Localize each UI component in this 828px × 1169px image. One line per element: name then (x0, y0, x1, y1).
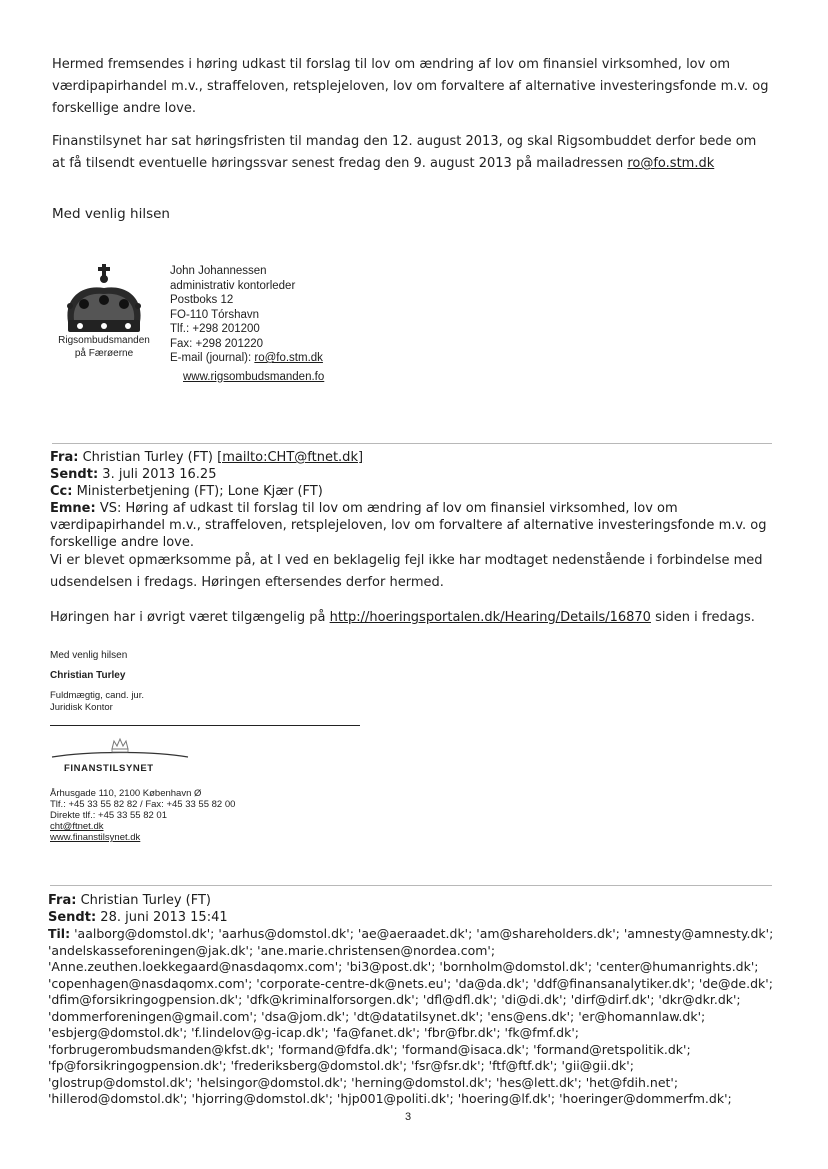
separator-line (52, 443, 772, 444)
intro-paragraph-2 (52, 131, 772, 175)
original-to (48, 926, 778, 1108)
forward-mailto-link[interactable]: [mailto:CHT@ftnet.dk] (217, 450, 364, 465)
ro-sig-phone: Tlf.: +298 201200 (170, 323, 260, 335)
original-header (48, 892, 783, 926)
ro-sig-email-label: E-mail (journal): (170, 352, 255, 364)
forward-from-value: Christian Turley (FT) (82, 450, 218, 465)
ft-org-name: FINANSTILSYNET (64, 763, 154, 774)
original-sent-value: 28. juni 2013 15:41 (100, 910, 228, 925)
intro-paragraph-1: Hermed fremsendes i høring udkast til forslag til lov om ændring af lov om finansiel virksomhed, lov om værdipapirhandel m.v., straffeloven, retsplejeloven, lov om forvaltere af alternative investeringsfonde m.v. og forskellige andre love. (52, 57, 769, 116)
crown-icon (54, 262, 156, 340)
hoeringsportalen-link[interactable]: http://hoeringsportalen.dk/Hearing/Details/16870 (329, 610, 651, 625)
ft-sig-website-link[interactable]: www.finanstilsynet.dk (50, 832, 141, 843)
forward-from-label: Fra: (50, 450, 79, 465)
forward-header (50, 449, 780, 551)
ft-sig-name: Christian Turley (50, 670, 126, 681)
ro-email-link[interactable]: ro@fo.stm.dk (627, 156, 715, 171)
ro-sig-fax: Fax: +298 201220 (170, 337, 264, 350)
original-to-value: 'aalborg@domstol.dk'; 'aarhus@domstol.dk'; 'ae@aeraadet.dk'; 'am@shareholders.dk'; 'amnesty@amnesty.dk'; 'andelskasseforeningen@jak.dk'; 'ane.marie.christensen@nordea.com'; 'Anne.zeuthen.loekkegaard@nasdaqomx.com'; 'bi3@post.dk'; 'bornholm@domstol.dk'; 'center@humanrights.dk'; 'copenhagen@nasdaqomx.com'; 'corporate-centre-dk@nets.eu'; 'da@da.dk'; 'ddf@finansanalytiker.dk'; 'de@de.dk'; 'dfim@forsikringogpension.dk'; 'dfk@kriminalforsorgen.dk'; 'dfl@dfl.dk'; 'di@di.dk'; 'dirf@dirf.dk'; 'dkr@dkr.dk'; 'dommerforeningen@gmail.com'; 'dsa@jom.dk'; 'dt@datatilsynet.dk'; 'ens@ens.dk'; 'er@homannlaw.dk'; 'esbjerg@domstol.dk'; 'f.lindelov@g-icap.dk'; 'fa@fanet.dk'; 'fbr@fbr.dk'; 'fk@fmf.dk'; 'forbrugerombudsmanden@kfst.dk'; 'formand@fdfa.dk'; 'formand@isaca.dk'; 'formand@retspolitik.dk'; 'fp@forsikringogpension.dk'; 'frederiksberg@domstol.dk'; 'fsr@fsr.dk'; 'ftf@ftf.dk'; 'gii@gii.dk'; 'glostrup@domstol.dk'; 'helsingor@domstol.dk'; 'herning@domstol.dk'; 'hes@lett.dk'; 'het@fdih.net'; 'hillerod@domstol.dk'; 'hjorring@domstol.dk'; 'hjp001@politi.dk'; 'hoering@lf.dk'; 'hoeringer@dommerfm.dk'; (48, 926, 774, 1106)
separator-line (50, 885, 772, 886)
ft-sig-direct: Direkte tlf.: +45 33 55 82 01 (50, 810, 167, 821)
ro-sig-email-row (170, 351, 324, 366)
original-sent-label: Sendt: (48, 910, 97, 925)
forward-sent-value: 3. juli 2013 16.25 (102, 467, 217, 482)
forward-subject-label: Emne: (50, 501, 96, 516)
intro-paragraph-2-text: Finanstilsynet har sat høringsfristen til mandag den 12. august 2013, og skal Rigsombuddet derfor bede om at få tilsendt eventuelle høringssvar senest fredag den 9. august 2013 på mailadressen (52, 134, 757, 171)
forward-sent-label: Sendt: (50, 467, 99, 482)
ft-sig-email-link[interactable]: cht@ftnet.dk (50, 821, 104, 832)
original-to-label: Til: (48, 926, 71, 941)
ro-sig-address-2: FO-110 Tórshavn (170, 308, 260, 321)
original-from-value: Christian Turley (FT) (80, 893, 211, 908)
intro-greeting: Med venlig hilsen (52, 206, 170, 222)
rigsombudsmanden-logo (54, 262, 156, 374)
forward-cc-label: Cc: (50, 484, 73, 499)
forward-body-2 (50, 607, 790, 629)
ft-sig-greeting: Med venlig hilsen (50, 650, 128, 661)
ro-sig-name: John Johannessen (170, 265, 267, 277)
ft-sig-address: Århusgade 110, 2100 København Ø (50, 788, 202, 799)
forward-subject-value: VS: Høring af udkast til forslag til lov om ændring af lov om finansiel virksomhed, lov om værdipapirhandel m.v., straffeloven, retsplejeloven, lov om forvaltere af alternative investeringsfonde m.v. og forskellige andre love. (50, 501, 767, 550)
ro-sig-email-link[interactable]: ro@fo.stm.dk (254, 352, 323, 364)
ro-sig-title: administrativ kontorleder (170, 279, 296, 292)
small-crown-icon (50, 735, 190, 761)
logo-caption-line-2: på Færøerne (74, 348, 134, 359)
original-from-label: Fra: (48, 893, 77, 908)
finanstilsynet-logo (50, 735, 190, 775)
forward-body-2-tail: siden i fredags. (650, 610, 755, 625)
ft-sig-rule (50, 725, 360, 726)
ro-signature (170, 264, 324, 384)
ft-sig-office: Juridisk Kontor (50, 702, 113, 713)
ft-sig-title: Fuldmægtig, cand. jur. (50, 690, 144, 701)
page-number: 3 (405, 1111, 412, 1123)
ft-sig-phone-fax: Tlf.: +45 33 55 82 82 / Fax: +45 33 55 82 00 (50, 799, 236, 810)
ro-sig-address-1: Postboks 12 (170, 294, 234, 306)
forward-body-1: Vi er blevet opmærksomme på, at I ved en beklagelig fejl ikke har modtaget nedenstående i forbindelse med udsendelsen i fredags. Høringen eftersendes derfor hermed. (50, 553, 763, 590)
logo-caption-line-1: Rigsombudsmanden (58, 335, 150, 346)
ro-sig-website-link[interactable]: www.rigsombudsmanden.fo (183, 370, 325, 383)
forward-body-2-text: Høringen har i øvrigt været tilgængelig på (50, 610, 330, 625)
ft-sig-contact (50, 788, 235, 843)
forward-cc-value: Ministerbetjening (FT); Lone Kjær (FT) (76, 484, 323, 499)
